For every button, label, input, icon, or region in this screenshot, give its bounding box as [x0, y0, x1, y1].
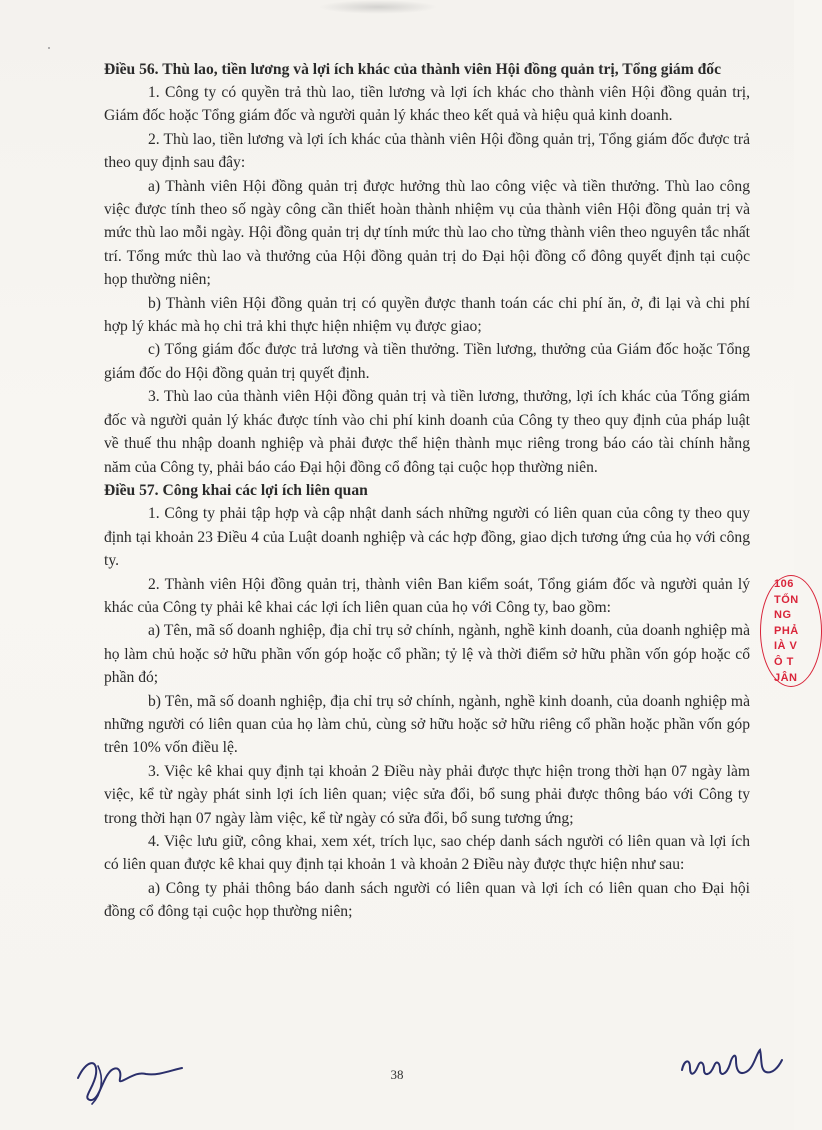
- article-56-clause: b) Thành viên Hội đồng quản trị có quyền được thanh toán các chi phí ăn, ở, đi lại và chi phí hợp lý khác mà họ chi trả khi thực hiện nhiệm vụ được giao;: [104, 294, 750, 336]
- right-signature: [676, 1046, 786, 1086]
- seal-text-line: IÀ V: [774, 640, 798, 653]
- seal-text-line: PHẢ: [774, 624, 799, 637]
- seal-text-line: TỔN: [774, 593, 799, 606]
- article-57-heading: Điều 57. Công khai các lợi ích liên quan: [104, 481, 368, 499]
- article-56-clause: c) Tổng giám đốc được trả lương và tiền thưởng. Tiền lương, thưởng của Giám đốc hoặc Tổng giám đốc do Hội đồng quản trị quyết định.: [104, 341, 750, 382]
- document-body: [104, 58, 750, 924]
- article-57-clause: b) Tên, mã số doanh nghiệp, địa chỉ trụ sở chính, ngành, nghề kinh doanh, của doanh nghiệp mà những người có liên quan của họ làm chủ, cùng sở hữu hoặc sở hữu riêng cổ phần hoặc phần vốn góp trên 10% vốn điều lệ.: [104, 692, 750, 757]
- seal-text-line: 106: [774, 578, 794, 590]
- seal-text-line: JÂN: [774, 671, 798, 684]
- scan-smudge: [318, 0, 438, 14]
- company-seal-stamp: [770, 577, 799, 687]
- article-57-clause: 3. Việc kê khai quy định tại khoản 2 Điều này phải được thực hiện trong thời hạn 07 ngày làm việc, kể từ ngày phát sinh lợi ích liên quan; việc sửa đổi, bổ sung phải được thông báo với Công ty trong thời hạn 07 ngày làm việc, kể từ ngày có sửa đổi, bổ sung tương ứng;: [104, 762, 750, 827]
- scan-dot: [48, 47, 50, 49]
- page-number: 38: [390, 1067, 404, 1082]
- article-56-clause: a) Thành viên Hội đồng quản trị được hưởng thù lao công việc và tiền thưởng. Thù lao công việc được tính theo số ngày công cần thiết hoàn thành nhiệm vụ của thành viên Hội đồng quản trị và mức thù lao mỗi ngày. Hội đồng quản trị dự tính mức thù lao cho từng thành viên theo nguyên tắc nhất trí. Tổng mức thù lao và thưởng của Hội đồng quản trị do Đại hội đồng cổ đông quyết định tại cuộc họp thường niên;: [104, 177, 750, 289]
- article-57-clause: a) Công ty phải thông báo danh sách người có liên quan và lợi ích có liên quan cho Đại hội đồng cổ đông tại cuộc họp thường niên;: [104, 879, 750, 921]
- article-56-heading: Điều 56. Thù lao, tiền lương và lợi ích khác của thành viên Hội đồng quản trị, Tổng giám đốc: [104, 61, 722, 78]
- article-56-clause: 2. Thù lao, tiền lương và lợi ích khác của thành viên Hội đồng quản trị, Tổng giám đốc được trả theo quy định sau đây:: [104, 130, 750, 172]
- article-57-clause: a) Tên, mã số doanh nghiệp, địa chỉ trụ sở chính, ngành, nghề kinh doanh, của doanh nghiệp mà họ làm chủ hoặc sở hữu phần vốn góp hoặc cổ phần; tỷ lệ và thời điểm sở hữu phần vốn góp hoặc cổ phần đó;: [104, 622, 750, 687]
- article-56-clause: 1. Công ty có quyền trả thù lao, tiền lương và lợi ích khác cho thành viên Hội đồng quản trị, Giám đốc hoặc Tổng giám đốc và người quản lý khác theo kết quả và hiệu quả kinh doanh.: [104, 84, 750, 125]
- article-57-clause: 2. Thành viên Hội đồng quản trị, thành viên Ban kiểm soát, Tổng giám đốc và người quản lý khác của Công ty phải kê khai các lợi ích liên quan của họ với Công ty, bao gồm:: [104, 575, 750, 616]
- seal-text-line: Ô T: [774, 655, 794, 668]
- article-57-clause: 1. Công ty phải tập hợp và cập nhật danh sách những người có liên quan của công ty theo quy định tại khoản 23 Điều 4 của Luật doanh nghiệp và các hợp đồng, giao dịch tương ứng của họ với công ty.: [104, 505, 750, 570]
- article-56-clause: 3. Thù lao của thành viên Hội đồng quản trị và tiền lương, thưởng, lợi ích khác của Tổng giám đốc và người quản lý khác được tính vào chi phí kinh doanh của Công ty theo quy định của pháp luật về thuế thu nhập doanh nghiệp và phải được thể hiện thành mục riêng trong báo cáo tài chính hằng năm của Công ty, phải báo cáo Đại hội đồng cổ đông tại cuộc họp thường niên.: [104, 388, 750, 476]
- article-57-clause: 4. Việc lưu giữ, công khai, xem xét, trích lục, sao chép danh sách người có liên quan và lợi ích có liên quan được kê khai quy định tại khoản 1 và khoản 2 Điều này được thực hiện như sau:: [104, 833, 750, 874]
- seal-text-line: NG: [774, 609, 792, 622]
